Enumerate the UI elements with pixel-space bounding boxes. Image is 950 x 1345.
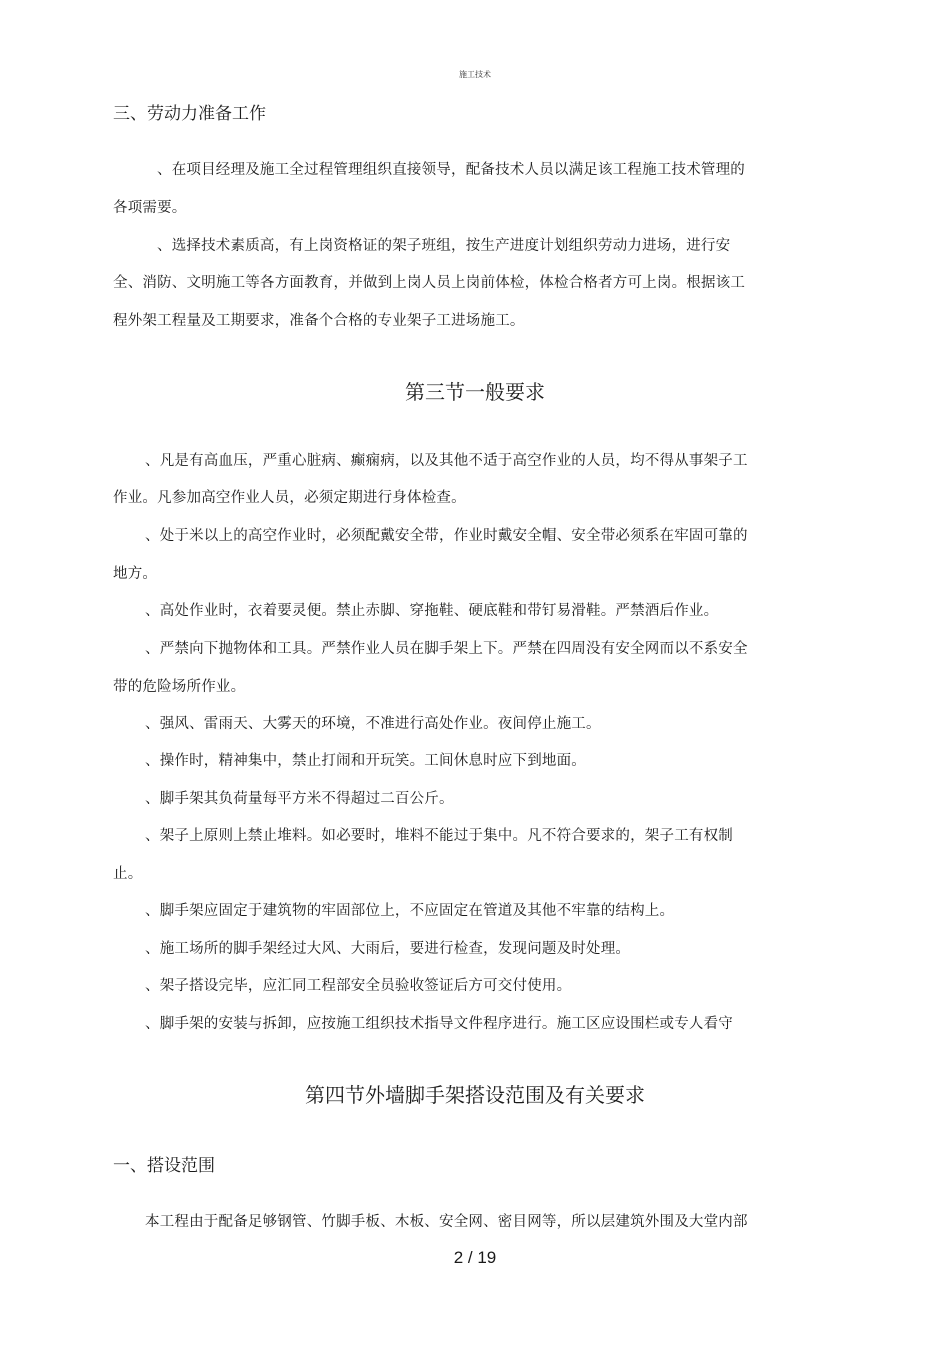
paragraph-line: 、在项目经理及施工全过程管理组织直接领导，配备技术人员以满足该工程施工技术管理的 [157, 162, 745, 178]
heading-labor-preparation: 三、劳动力准备工作 [113, 104, 266, 124]
rule-line: 作业。凡参加高空作业人员，必须定期进行身体检查。 [113, 490, 466, 506]
rule-line: 、操作时，精神集中，禁止打闹和开玩笑。工间休息时应下到地面。 [145, 753, 586, 769]
rule-line: 、严禁向下抛物体和工具。严禁作业人员在脚手架上下。严禁在四周没有安全网而以不系安全 [145, 641, 748, 657]
page-number: 2 / 19 [453, 1248, 497, 1267]
paragraph-line: 全、消防、文明施工等各方面教育，并做到上岗人员上岗前体检，体检合格者方可上岗。根据该工 [113, 275, 746, 291]
paragraph-line: 程外架工程量及工期要求，准备个合格的专业架子工进场施工。 [113, 313, 525, 329]
rule-line: 、强风、雷雨天、大雾天的环境，不准进行高处作业。夜间停止施工。 [145, 716, 601, 732]
paragraph-line: 各项需要。 [113, 200, 187, 216]
section-title-scaffold-scope: 第四节外墙脚手架搭设范围及有关要求 [305, 1083, 645, 1107]
rule-line: 止。 [113, 866, 143, 882]
rule-line: 、脚手架其负荷量每平方米不得超过二百公斤。 [145, 791, 454, 807]
rule-line: 、架子上原则上禁止堆料。如必要时，堆料不能过于集中。凡不符合要求的，架子工有权制 [145, 828, 733, 844]
rule-line: 、架子搭设完毕，应汇同工程部安全员验收签证后方可交付使用。 [145, 978, 572, 994]
rule-line: 、处于米以上的高空作业时，必须配戴安全带，作业时戴安全帽、安全带必须系在牢固可靠的 [145, 528, 748, 544]
rule-line: 、脚手架应固定于建筑物的牢固部位上，不应固定在管道及其他不牢靠的结构上。 [145, 903, 675, 919]
page-header: 施工技术 [459, 70, 491, 79]
rule-line: 、高处作业时，衣着要灵便。禁止赤脚、穿拖鞋、硬底鞋和带钉易滑鞋。严禁酒后作业。 [145, 603, 719, 619]
rule-line: 地方。 [113, 566, 158, 582]
heading-erection-scope: 一、搭设范围 [113, 1156, 215, 1176]
rule-line: 、施工场所的脚手架经过大风、大雨后，要进行检查，发现问题及时处理。 [145, 941, 631, 957]
section-title-general-requirements: 第三节一般要求 [405, 380, 545, 404]
paragraph-line: 本工程由于配备足够钢管、竹脚手板、木板、安全网、密目网等，所以层建筑外围及大堂内部 [145, 1214, 748, 1230]
paragraph-line: 、选择技术素质高，有上岗资格证的架子班组，按生产进度计划组织劳动力进场，进行安 [157, 238, 731, 254]
rule-line: 带的危险场所作业。 [113, 679, 246, 695]
rule-line: 、凡是有高血压，严重心脏病、癫痫病，以及其他不适于高空作业的人员，均不得从事架子工 [145, 453, 748, 469]
rule-line: 、脚手架的安装与拆卸，应按施工组织技术指导文件程序进行。施工区应设围栏或专人看守 [145, 1016, 733, 1032]
